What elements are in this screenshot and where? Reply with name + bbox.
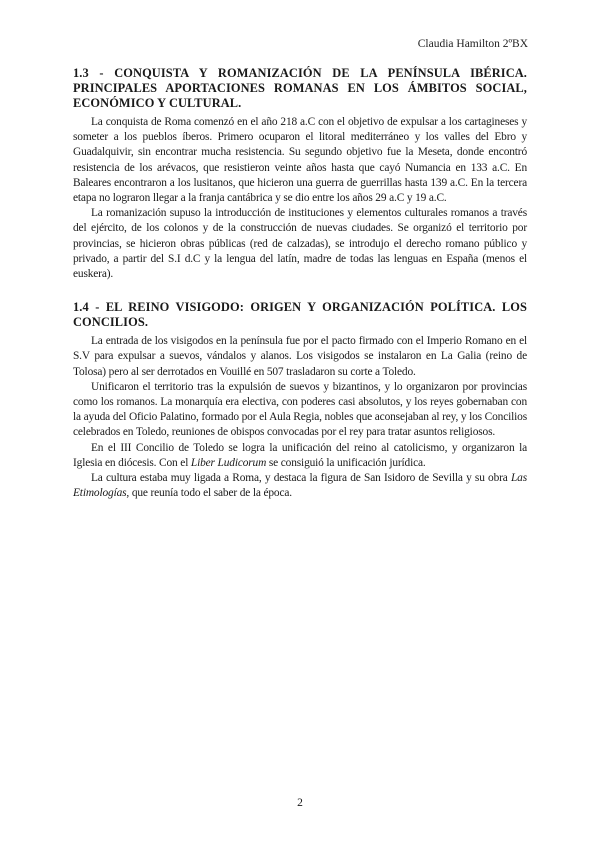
paragraph-organizacion: Unificaron el territorio tras la expulsión de suevos y bizantinos, y lo organizaron por provincias como los romanos. La monarquía era electiva, con poderes casi absolutos, y los reyes gobernaban con la ayuda del Oficio Palatino, formado por el Aula Regia, nobles que aconsejaban al rey, y los Concilios celebrados en Toledo, reuniones de obispos convocadas por el rey para tratar asuntos religiosos.: [73, 380, 527, 439]
section-title-1-3: 1.3 - CONQUISTA Y ROMANIZACIÓN DE LA PENÍNSULA IBÉRICA. PRINCIPALES APORTACIONES ROMANAS EN LOS ÁMBITOS SOCIAL, ECONÓMICO Y CULTURAL.: [73, 66, 527, 110]
document-author-header: Claudia Hamilton 2ºBX: [417, 38, 528, 50]
paragraph-romanizacion: La romanización supuso la introducción de instituciones y elementos culturales romanos a través del ejército, de los colonos y de la construcción de nuevas ciudades. Se organizó el territorio por provincias, se hicieron obras públicas (red de calzadas), se introdujo el derecho romano público y privado, a partir del S.I d.C y la lengua del latín, madre de todas las lenguas en España (menos el euskera).: [73, 207, 527, 281]
page-number: 2: [297, 797, 303, 809]
document-body: [73, 66, 527, 501]
etimologias-italic: Las Etimologías: [73, 472, 527, 500]
paragraph-conquista: La conquista de Roma comenzó en el año 218 a.C con el objetivo de expulsar a los cartagineses y someter a los pueblos íberos. Primero ocuparon el litoral mediterráneo y los valles del Ebro y Guadalquivir, sin encontrar mucha resistencia. Su segundo objetivo fue la Meseta, donde encontró resistencia de los arévacos, que resistieron veinte años hasta que cayó Numancia en 133 a.C. En Baleares encontraron a los lusitanos, que hicieron una guerra de guerrillas hasta 139 a.C. En la tercera etapa no lograron llegar a la franja cantábrica y se dio entre los años 29 a.C y 19 a.C.: [73, 116, 527, 205]
paragraph-cultura: La cultura estaba muy ligada a Roma, y destaca la figura de San Isidoro de Sevilla y su obra Las Etimologías, que reunía todo el saber de la época.: [73, 472, 527, 500]
liber-ludicorum-italic: Liber Ludicorum: [190, 456, 267, 469]
paragraph-concilio-toledo: En el III Concilio de Toledo se logra la unificación del reino al catolicismo, y organizaron la Iglesia en diócesis. Con el Liber Ludicorum se consiguió la unificación jurídica.: [73, 441, 527, 469]
paragraph-entrada-visigodos: La entrada de los visigodos en la península fue por el pacto firmado con el Imperio Romano en el S.V para expulsar a suevos, vándalos y alanos. Los visigodos se instalaron en La Galia (reino de Tolosa) pero al ser derrotados en Vouillé en 507 trasladaron su corte a Toledo.: [73, 335, 527, 378]
section-title-1-4: 1.4 - EL REINO VISIGODO: ORIGEN Y ORGANIZACIÓN POLÍTICA. LOS CONCILIOS.: [73, 300, 527, 330]
